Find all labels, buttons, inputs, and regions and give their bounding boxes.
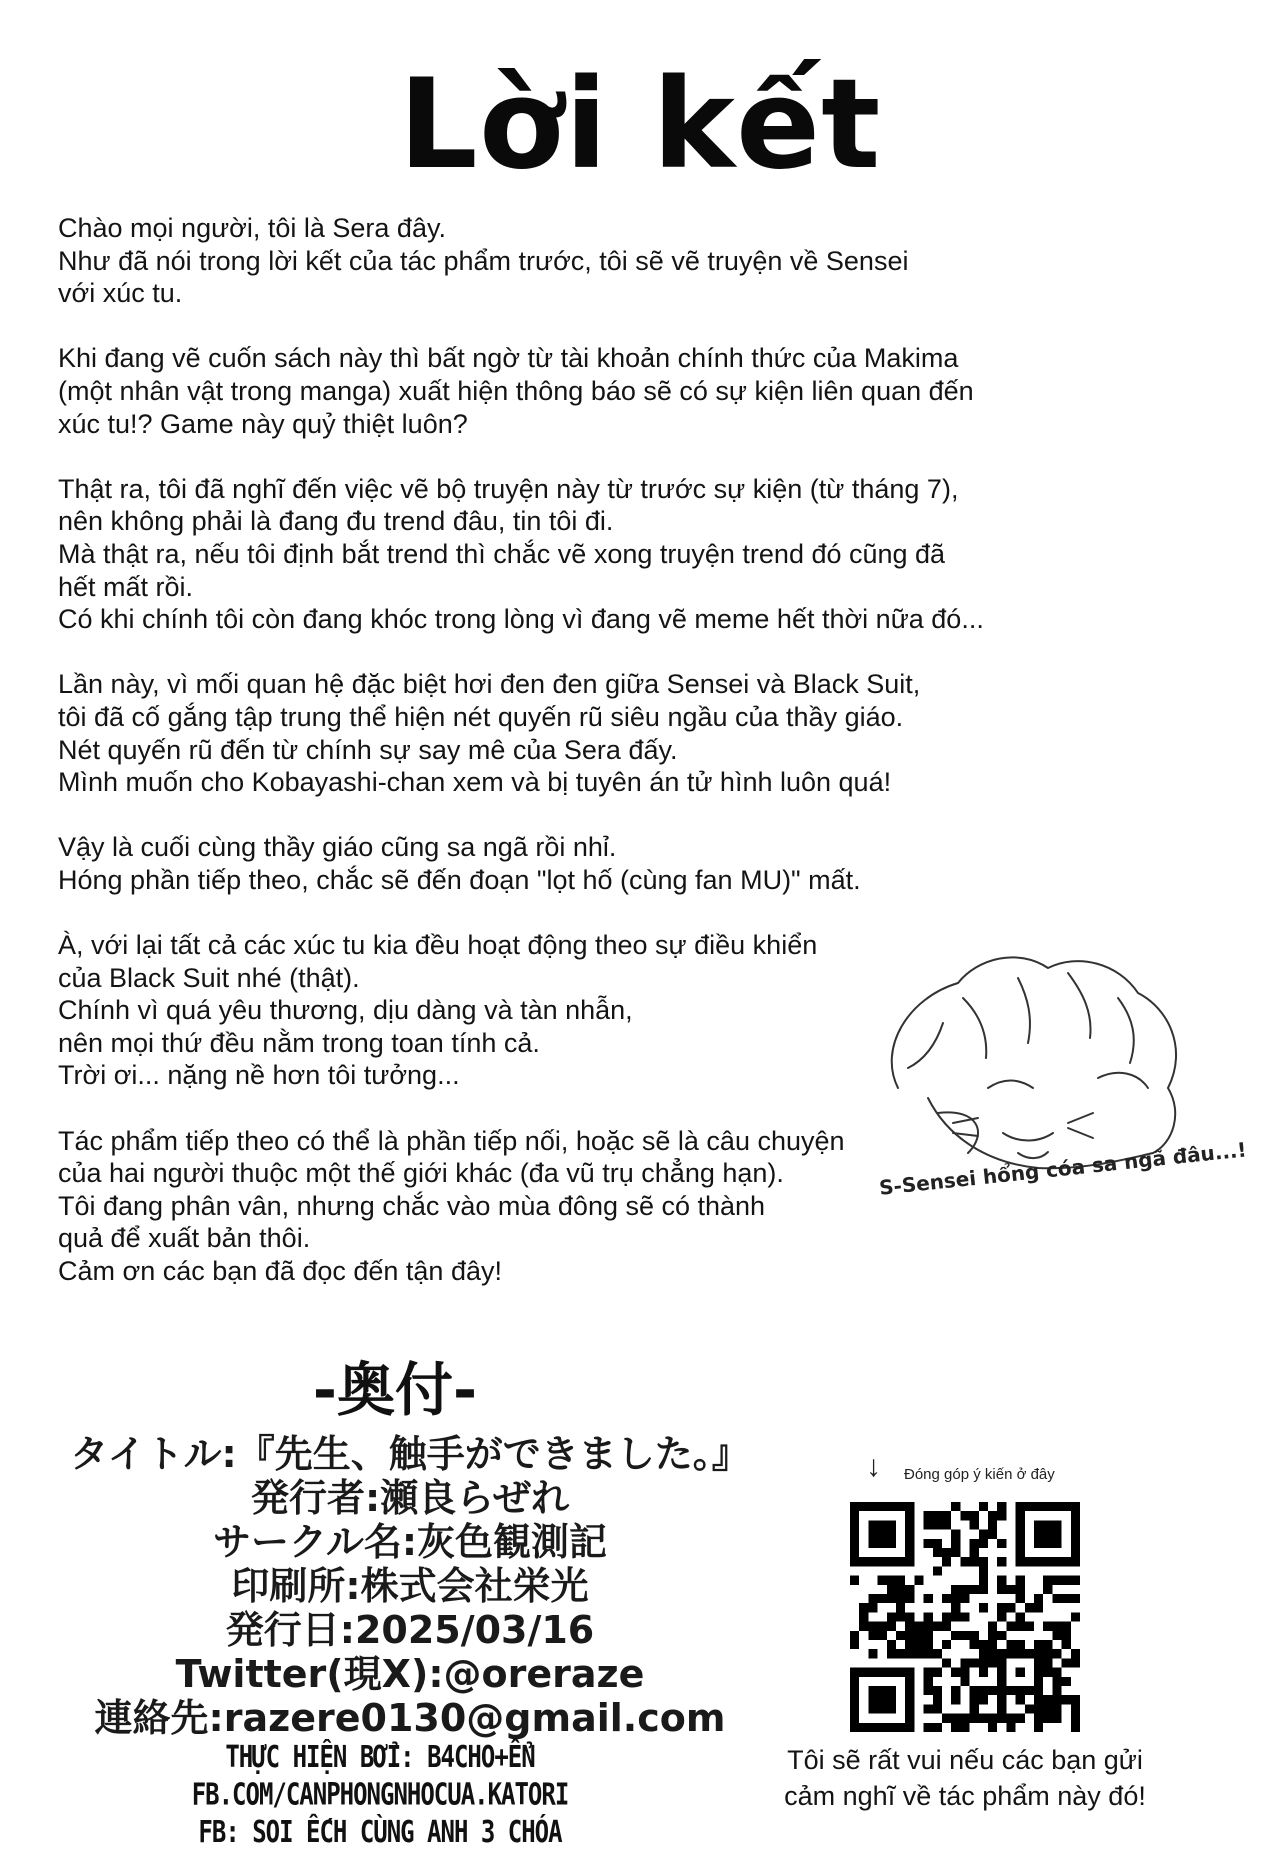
text-line: Chính vì quá yêu thương, dịu dàng và tàn nhẫn, bbox=[58, 995, 633, 1026]
paragraph bbox=[58, 212, 1018, 310]
colophon-contact: 連絡先:razere0130@gmail.com bbox=[94, 1696, 726, 1740]
text-line: (một nhân vật trong manga) xuất hiện thông báo sẽ có sự kiện liên quan đến bbox=[58, 375, 974, 406]
thanks-line: Tôi sẽ rất vui nếu các bạn gửi bbox=[787, 1745, 1143, 1775]
text-line: quả để xuất bản thôi. bbox=[58, 1223, 311, 1254]
text-line: Trời ơi... nặng nề hơn tôi tưởng... bbox=[58, 1060, 460, 1091]
text-line: của hai người thuộc một thế giới khác (đa vũ trụ chẳng hạn). bbox=[58, 1158, 784, 1189]
credit-line: THỰC HIỆN BỞI: B4CHO+ỂN bbox=[225, 1739, 535, 1775]
text-line: hết mất rồi. bbox=[58, 571, 194, 602]
colophon-date: 発行日:2025/03/16 bbox=[225, 1608, 595, 1652]
text-line: Mà thật ra, nếu tôi định bắt trend thì chắc vẽ xong truyện trend đó cũng đã bbox=[58, 538, 946, 569]
colophon-heading: -奥付- bbox=[312, 1356, 478, 1424]
text-line: Vậy là cuối cùng thầy giáo cũng sa ngã rồi nhỉ. bbox=[58, 832, 617, 863]
text-line: Hóng phần tiếp theo, chắc sẽ đến đoạn "lọt hố (cùng fan MU)" mất. bbox=[58, 864, 861, 895]
credit-line: FB.COM/CANPHONGNHOCUA.KATORI bbox=[191, 1776, 569, 1812]
colophon bbox=[50, 1432, 770, 1740]
credit-line: FB: SOI ẾCH CÙNG ANH 3 CHÓA bbox=[198, 1814, 562, 1850]
paragraph bbox=[58, 831, 1018, 896]
translation-credits bbox=[160, 1738, 600, 1851]
text-line: nên không phải là đang đu trend đâu, tin tôi đi. bbox=[58, 506, 614, 537]
text-line: tôi đã cố gắng tập trung thể hiện nét quyến rũ siêu ngầu của thầy giáo. bbox=[58, 701, 904, 732]
paragraph bbox=[58, 342, 1018, 440]
thanks-note bbox=[742, 1742, 1188, 1814]
text-line: Tác phẩm tiếp theo có thể là phần tiếp nối, hoặc sẽ là câu chuyện bbox=[58, 1125, 845, 1156]
text-line: Chào mọi người, tôi là Sera đây. bbox=[58, 213, 446, 243]
text-line: nên mọi thứ đều nằm trong toan tính cả. bbox=[58, 1027, 540, 1058]
colophon-title: タイトル:『先生、触手ができました。』 bbox=[70, 1432, 750, 1476]
thanks-line: cảm nghĩ về tác phẩm này đó! bbox=[784, 1781, 1146, 1811]
text-line: À, với lại tất cả các xúc tu kia đều hoạt động theo sự điều khiển bbox=[58, 930, 818, 961]
text-line: Khi đang vẽ cuốn sách này thì bất ngờ từ tài khoản chính thức của Makima bbox=[58, 343, 959, 374]
text-line: Có khi chính tôi còn đang khóc trong lòng vì đang vẽ meme hết thời nữa đó... bbox=[58, 604, 984, 635]
page-title: Lời kết bbox=[398, 53, 882, 197]
text-line: với xúc tu. bbox=[58, 278, 183, 309]
colophon-circle: サークル名:灰色観測記 bbox=[212, 1520, 608, 1564]
text-line: của Black Suit nhé (thật). bbox=[58, 962, 360, 993]
colophon-twitter: Twitter(現X):@oreraze bbox=[175, 1652, 645, 1696]
text-line: Mình muốn cho Kobayashi-chan xem và bị tuyên án tử hình luôn quá! bbox=[58, 767, 892, 798]
text-line: Thật ra, tôi đã nghĩ đến việc vẽ bộ truyện này từ trước sự kiện (từ tháng 7), bbox=[58, 473, 959, 504]
text-line: Cảm ơn các bạn đã đọc đến tận đây! bbox=[58, 1256, 502, 1286]
text-line: Tôi đang phân vân, nhưng chắc vào mùa đông sẽ có thành bbox=[58, 1190, 766, 1221]
arrow-down-icon: ↓ bbox=[866, 1450, 881, 1483]
paragraph bbox=[58, 473, 1018, 636]
text-line: Nét quyến rũ đến từ chính sự say mê của Sera đấy. bbox=[58, 734, 678, 765]
colophon-publisher: 発行者:瀬良らぜれ bbox=[250, 1476, 570, 1520]
paragraph bbox=[58, 668, 1018, 798]
feedback-label: Đóng góp ý kiến ở đây bbox=[904, 1466, 1055, 1483]
text-line: xúc tu!? Game này quỷ thiệt luôn? bbox=[58, 408, 468, 439]
feedback-qr-code[interactable] bbox=[850, 1502, 1080, 1732]
text-line: Như đã nói trong lời kết của tác phẩm trước, tôi sẽ vẽ truyện về Sensei bbox=[58, 245, 909, 276]
text-line: Lần này, vì mối quan hệ đặc biệt hơi đen đen giữa Sensei và Black Suit, bbox=[58, 669, 921, 700]
illustration-caption: S-Sensei hổng cóa sa ngã đâu...! bbox=[878, 1137, 1248, 1200]
colophon-printer: 印刷所:株式会社栄光 bbox=[231, 1564, 589, 1608]
